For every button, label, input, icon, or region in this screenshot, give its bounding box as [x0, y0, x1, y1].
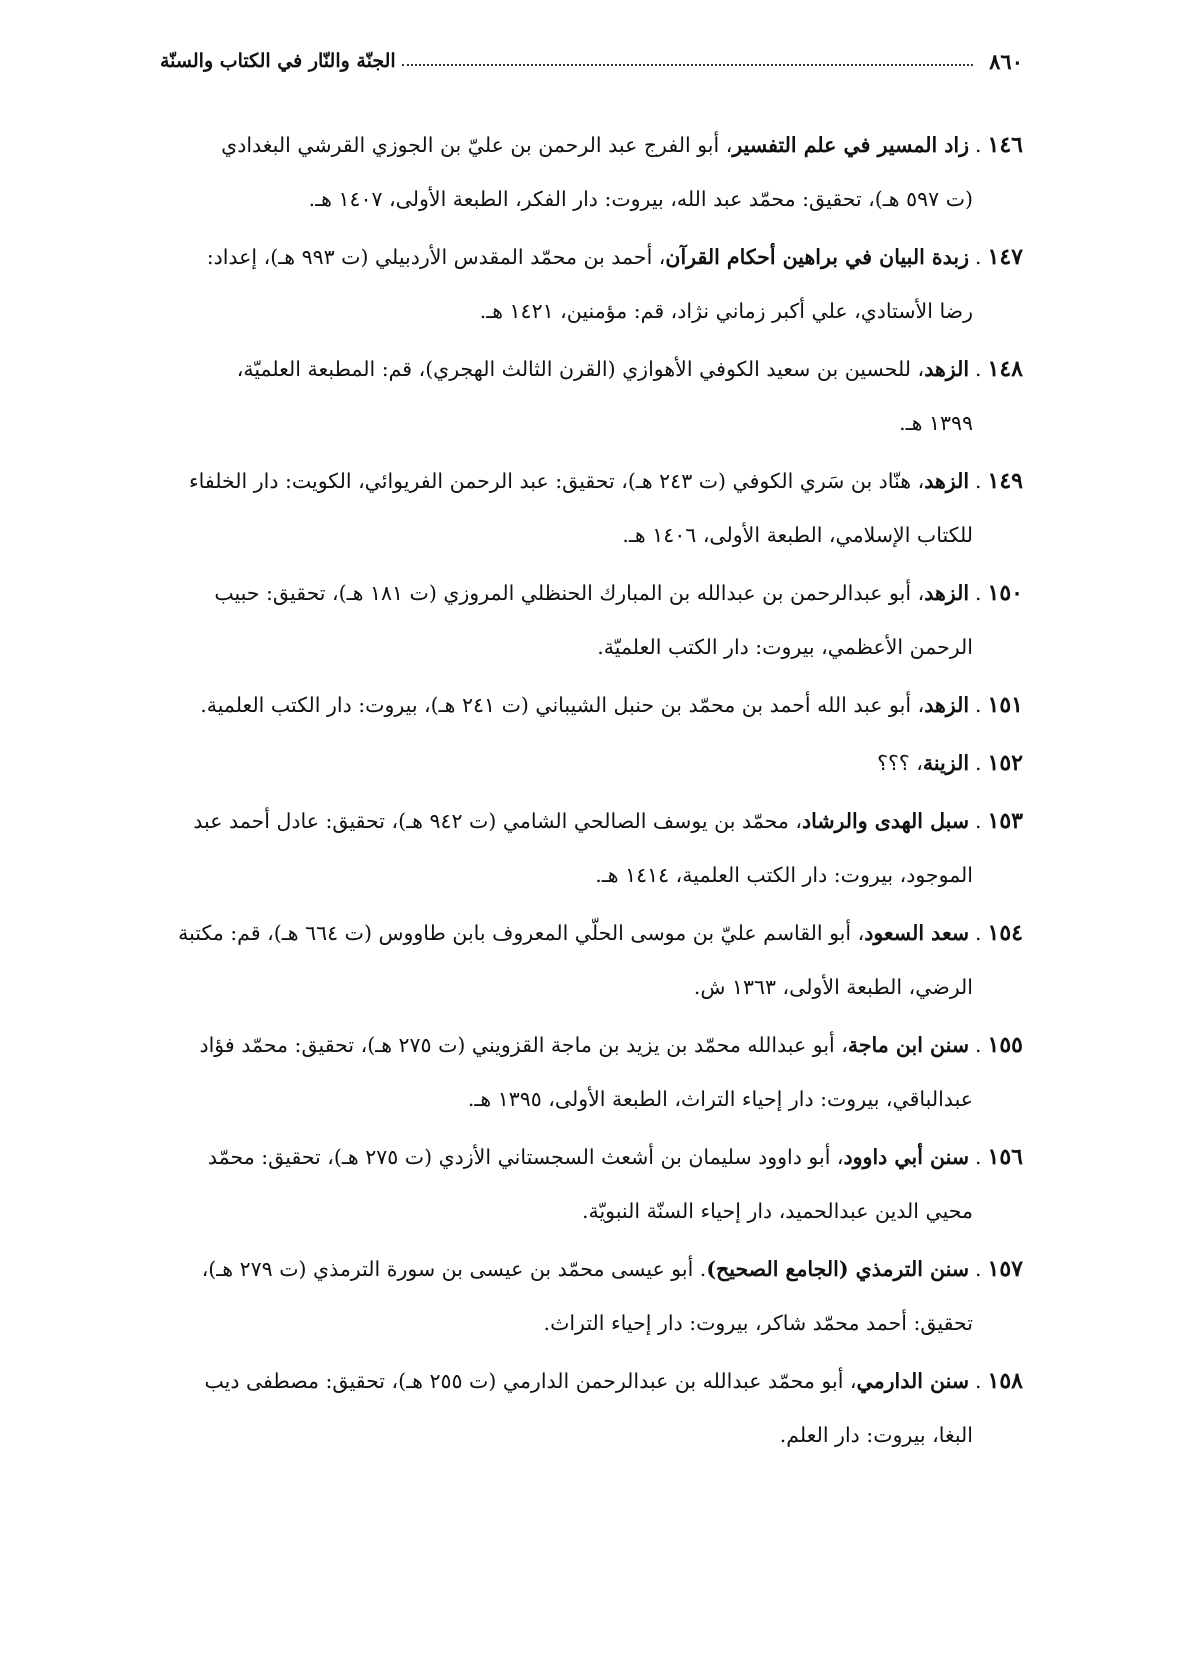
entry-title: سنن الترمذي (الجامع الصحيح) [706, 1257, 970, 1281]
bibliography-entry: ١٥٤.سعد السعود، أبو القاسم عليّ بن موسى الحلّي المعروف بابن طاووس (ت ٦٦٤ هـ)، قم: مكتبة الرضي، الطبعة الأولى، ١٣٦٣ ش. [163, 906, 1023, 1014]
entry-continuation: عبدالباقي، بيروت: دار إحياء التراث، الطبعة الأولى، ١٣٩٥ هـ. [467, 1087, 973, 1111]
bibliography-entry: ١٥٨.سنن الدارمي، أبو محمّد عبدالله بن عبدالرحمن الدارمي (ت ٢٥٥ هـ)، تحقيق: مصطفى ديب البغا، بيروت: دار العلم. [163, 1354, 1023, 1462]
entry-number: ١٥٧ [987, 1256, 1023, 1282]
entry-title: سنن أبي داوود [843, 1145, 970, 1169]
bibliography-entry: ١٥١.الزهد، أبو عبد الله أحمد بن محمّد بن حنبل الشيباني (ت ٢٤١ هـ)، بيروت: دار الكتب العلمية. [200, 692, 1023, 718]
entry-details: ، ؟؟؟ [877, 751, 923, 775]
page-header [160, 44, 1023, 78]
entry-continuation: تحقيق: أحمد محمّد شاكر، بيروت: دار إحياء التراث. [543, 1311, 973, 1335]
bibliography-entry: ١٥٠.الزهد، أبو عبدالرحمن بن عبدالله بن المبارك الحنظلي المروزي (ت ١٨١ هـ)، تحقيق: حبيب الرحمن الأعظمي، بيروت: دار الكتب العلميّة. [163, 566, 1023, 674]
bibliography-entry: ١٤٦.زاد المسير في علم التفسير، أبو الفرج عبد الرحمن بن عليّ بن الجوزي القرشي البغدادي (ت ٥٩٧ هـ)، تحقيق: محمّد عبد الله، بيروت: دار الفكر، الطبعة الأولى، ١٤٠٧ هـ. [163, 118, 1023, 226]
entry-details: ، هنّاد بن سَري الكوفي (ت ٢٤٣ هـ)، تحقيق: عبد الرحمن الفريوائي، الكويت: دار الخلفاء [188, 469, 925, 493]
bibliography-entry: ١٥٢.الزينة، ؟؟؟ [877, 750, 1023, 776]
bibliography-entry: ١٥٧.سنن الترمذي (الجامع الصحيح). أبو عيسى محمّد بن عيسى بن سورة الترمذي (ت ٢٧٩ هـ)، تحقيق: أحمد محمّد شاكر، بيروت: دار إحياء التراث. [163, 1242, 1023, 1350]
entry-continuation: الموجود، بيروت: دار الكتب العلمية، ١٤١٤ هـ. [595, 863, 973, 887]
entry-title: زبدة البيان في براهين أحكام القرآن [665, 245, 970, 269]
bibliography-entry: ١٥٣.سبل الهدى والرشاد، محمّد بن يوسف الصالحي الشامي (ت ٩٤٢ هـ)، تحقيق: عادل أحمد عبد الموجود، بيروت: دار الكتب العلمية، ١٤١٤ هـ. [163, 794, 1023, 902]
entry-details: ، أبو عبد الله أحمد بن محمّد بن حنبل الشيباني (ت ٢٤١ هـ)، بيروت: دار الكتب العلمية. [200, 693, 925, 717]
entry-details: ، محمّد بن يوسف الصالحي الشامي (ت ٩٤٢ هـ)، تحقيق: عادل أحمد عبد [193, 809, 802, 833]
bibliography-entry: ١٥٦.سنن أبي داوود، أبو داوود سليمان بن أشعث السجستاني الأزدي (ت ٢٧٥ هـ)، تحقيق: محمّد محيي الدين عبدالحميد، دار إحياء السنّة النبويّة. [163, 1130, 1023, 1238]
entry-number: ١٥٨ [987, 1368, 1023, 1394]
entry-number: ١٤٩ [987, 468, 1023, 494]
entry-title: سنن الدارمي [856, 1369, 970, 1393]
entry-details: ، أبو عبدالرحمن بن عبدالله بن المبارك الحنظلي المروزي (ت ١٨١ هـ)، تحقيق: حبيب [214, 581, 925, 605]
entry-title: الزهد [924, 581, 970, 605]
entry-title: سنن ابن ماجة [847, 1033, 970, 1057]
entry-details: ، أبو داوود سليمان بن أشعث السجستاني الأزدي (ت ٢٧٥ هـ)، تحقيق: محمّد [207, 1145, 844, 1169]
entry-number: ١٥٤ [987, 920, 1023, 946]
entry-title: الزهد [924, 469, 970, 493]
entry-number: ١٤٧ [987, 244, 1023, 270]
page-number: ٨٦٠ [989, 48, 1023, 74]
entry-continuation: للكتاب الإسلامي، الطبعة الأولى، ١٤٠٦ هـ. [622, 523, 973, 547]
entry-details: ، أحمد بن محمّد المقدس الأردبيلي (ت ٩٩٣ هـ)، إعداد: [206, 245, 666, 269]
entry-continuation: رضا الأستادي، علي أكبر زماني نژاد، قم: مؤمنين، ١٤٢١ هـ. [479, 299, 973, 323]
entry-details: ، للحسين بن سعيد الكوفي الأهوازي (القرن الثالث الهجري)، قم: المطبعة العلميّة، [236, 357, 925, 381]
entry-details: ، أبو الفرج عبد الرحمن بن عليّ بن الجوزي القرشي البغدادي [221, 133, 733, 157]
bibliography-list [163, 118, 1023, 1466]
entry-number: ١٤٦ [987, 132, 1023, 158]
entry-title: سبل الهدى والرشاد [801, 809, 970, 833]
bibliography-entry: ١٤٨.الزهد، للحسين بن سعيد الكوفي الأهوازي (القرن الثالث الهجري)، قم: المطبعة العلميّة، ١٣٩٩ هـ. [163, 342, 1023, 450]
bibliography-entry: ١٤٩.الزهد، هنّاد بن سَري الكوفي (ت ٢٤٣ هـ)، تحقيق: عبد الرحمن الفريوائي، الكويت: دار الخلفاء للكتاب الإسلامي، الطبعة الأولى، ١٤٠٦ هـ. [163, 454, 1023, 562]
bibliography-entry: ١٤٧.زبدة البيان في براهين أحكام القرآن، أحمد بن محمّد المقدس الأردبيلي (ت ٩٩٣ هـ)، إعداد: رضا الأستادي، علي أكبر زماني نژاد، قم: مؤمنين، ١٤٢١ هـ. [163, 230, 1023, 338]
entry-continuation: البغا، بيروت: دار العلم. [779, 1423, 973, 1447]
entry-number: ١٤٨ [987, 356, 1023, 382]
entry-number: ١٥١ [987, 692, 1023, 718]
header-leader-dots [402, 64, 974, 66]
entry-title: الزهد [924, 693, 970, 717]
entry-title: الزينة [922, 751, 970, 775]
entry-number: ١٥٦ [987, 1144, 1023, 1170]
entry-continuation: (ت ٥٩٧ هـ)، تحقيق: محمّد عبد الله، بيروت: دار الفكر، الطبعة الأولى، ١٤٠٧ هـ. [308, 187, 973, 211]
entry-continuation: محيي الدين عبدالحميد، دار إحياء السنّة النبويّة. [581, 1199, 973, 1223]
entry-number: ١٥٠ [987, 580, 1023, 606]
entry-details: ، أبو عبدالله محمّد بن يزيد بن ماجة القزويني (ت ٢٧٥ هـ)، تحقيق: محمّد فؤاد [199, 1033, 848, 1057]
entry-continuation: الرضي، الطبعة الأولى، ١٣٦٣ ش. [693, 975, 973, 999]
entry-details: ، أبو القاسم عليّ بن موسى الحلّي المعروف بابن طاووس (ت ٦٦٤ هـ)، قم: مكتبة [178, 921, 865, 945]
entry-continuation: ١٣٩٩ هـ. [899, 411, 973, 435]
entry-title: سعد السعود [864, 921, 970, 945]
entry-number: ١٥٢ [987, 750, 1023, 776]
entry-continuation: الرحمن الأعظمي، بيروت: دار الكتب العلميّة. [597, 635, 973, 659]
bibliography-entry: ١٥٥.سنن ابن ماجة، أبو عبدالله محمّد بن يزيد بن ماجة القزويني (ت ٢٧٥ هـ)، تحقيق: محمّد فؤاد عبدالباقي، بيروت: دار إحياء التراث، الطبعة الأولى، ١٣٩٥ هـ. [163, 1018, 1023, 1126]
entry-title: الزهد [924, 357, 970, 381]
entry-details: ، أبو محمّد عبدالله بن عبدالرحمن الدارمي (ت ٢٥٥ هـ)، تحقيق: مصطفى ديب [204, 1369, 857, 1393]
running-title: الجنّة والنّار في الكتاب والسنّة [160, 50, 396, 72]
entry-number: ١٥٣ [987, 808, 1023, 834]
entry-number: ١٥٥ [987, 1032, 1023, 1058]
entry-details: . أبو عيسى محمّد بن عيسى بن سورة الترمذي (ت ٢٧٩ هـ)، [201, 1257, 707, 1281]
entry-title: زاد المسير في علم التفسير [732, 133, 970, 157]
